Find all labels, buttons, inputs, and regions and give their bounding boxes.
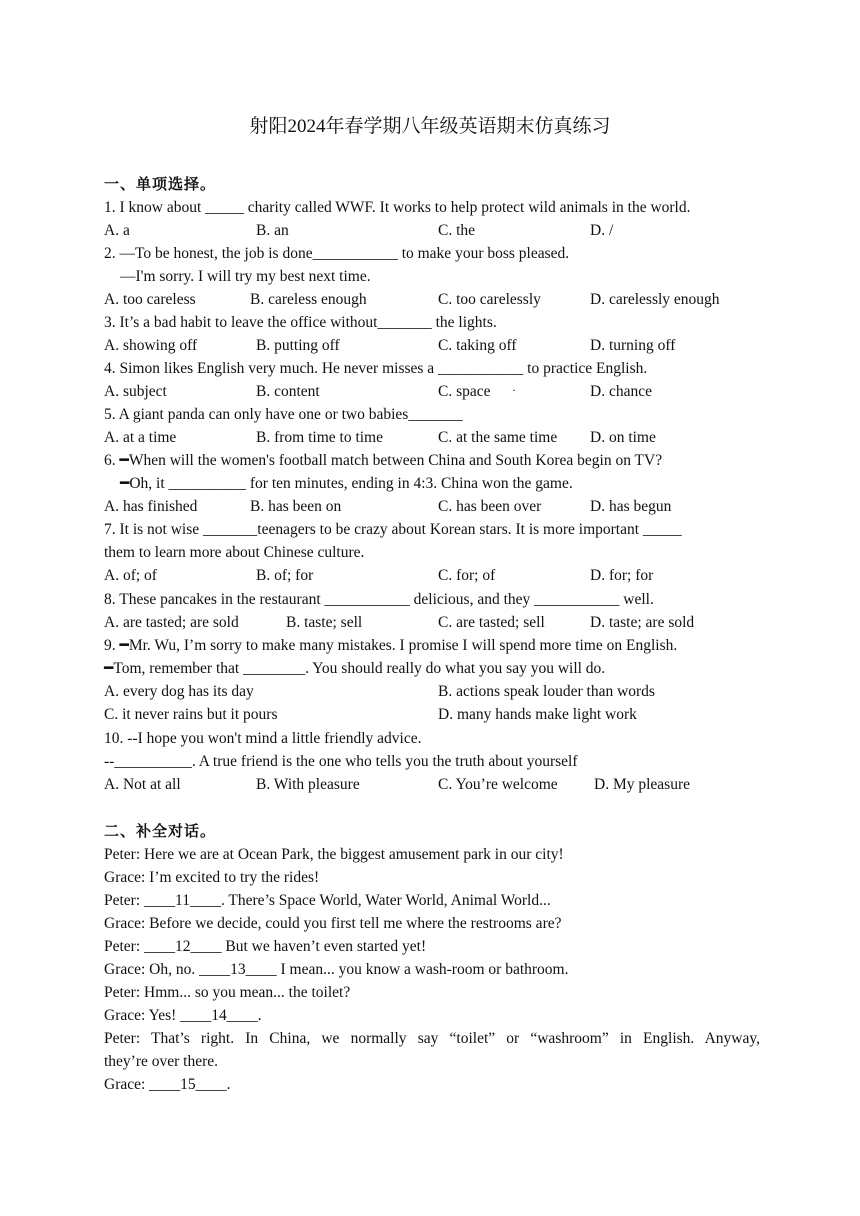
question-6-stem: 6. ━When will the women's football match between China and South Korea begin on TV?: [104, 452, 663, 469]
option-d: D. turning off: [590, 337, 676, 354]
stray-mark: ·: [512, 383, 516, 397]
option-d: D. has begun: [590, 498, 672, 515]
option-a: A. at a time: [104, 429, 177, 446]
question-3-options: [104, 334, 760, 357]
question-10-stem: 10. --I hope you won't mind a little friendly advice.: [104, 730, 422, 747]
option-c: C. taking off: [438, 337, 517, 354]
option-d: D. chance: [590, 383, 652, 400]
option-d: D. carelessly enough: [590, 291, 720, 308]
option-a: A. showing off: [104, 337, 198, 354]
dialogue-line: Grace: ____15____.: [104, 1076, 231, 1093]
question-10-reply: --__________. A true friend is the one who tells you the truth about yourself: [104, 753, 578, 770]
dialogue-line-continued: they’re over there.: [104, 1053, 219, 1070]
question-2-stem: 2. —To be honest, the job is done___________ to make your boss pleased.: [104, 245, 570, 262]
section-heading-single-choice: 一、单项选择。: [104, 175, 217, 193]
option-d: D. on time: [590, 429, 656, 446]
option-d: D. taste; are sold: [590, 614, 695, 631]
option-b: B. actions speak louder than words: [438, 683, 655, 700]
option-c: C. are tasted; sell: [438, 614, 545, 631]
dialogue-line: Peter: ____12____ But we haven’t even started yet!: [104, 938, 427, 955]
question-9-stem: 9. ━Mr. Wu, I’m sorry to make many mistakes. I promise I will spend more time on English.: [104, 637, 678, 654]
dialogue-line: Grace: Before we decide, could you first tell me where the restrooms are?: [104, 915, 562, 932]
dialogue-line: Grace: I’m excited to try the rides!: [104, 869, 320, 886]
option-c: C. the: [438, 222, 476, 239]
dialogue-line: Grace: Oh, no. ____13____ I mean... you know a wash-room or bathroom.: [104, 961, 569, 978]
option-c: C. for; of: [438, 567, 496, 584]
option-c: C. space: [438, 383, 491, 400]
option-a: A. of; of: [104, 567, 157, 584]
option-b: B. taste; sell: [286, 614, 363, 631]
option-a: A. Not at all: [104, 776, 181, 793]
question-5-stem: 5. A giant panda can only have one or two babies_______: [104, 406, 463, 423]
option-b: B. from time to time: [256, 429, 383, 446]
option-c: C. too carelessly: [438, 291, 541, 308]
question-8-stem: 8. These pancakes in the restaurant ___________ delicious, and they ___________ well.: [104, 591, 654, 608]
option-a: A. are tasted; are sold: [104, 614, 239, 631]
question-9-options-row-1: [104, 680, 760, 703]
option-a: A. too careless: [104, 291, 196, 308]
option-b: B. has been on: [250, 498, 342, 515]
option-b: B. putting off: [256, 337, 340, 354]
section-heading-dialogue: 二、补全对话。: [104, 822, 217, 840]
dialogue-line: Peter: ____11____. There’s Space World, Water World, Animal World...: [104, 892, 551, 909]
question-9-options-row-2: [104, 703, 760, 726]
question-8-options: [104, 611, 760, 634]
question-9-reply: ━Tom, remember that ________. You should really do what you say you will do.: [104, 660, 606, 677]
question-7-stem: 7. It is not wise _______teenagers to be crazy about Korean stars. It is more important _____: [104, 521, 682, 538]
question-6-options: [104, 495, 760, 518]
option-b: B. of; for: [256, 567, 314, 584]
option-b: B. an: [256, 222, 289, 239]
question-7-stem-continued: them to learn more about Chinese culture.: [104, 544, 365, 561]
option-b: B. content: [256, 383, 320, 400]
question-4-options: [104, 380, 760, 403]
option-d: D. many hands make light work: [438, 706, 637, 723]
option-a: A. a: [104, 222, 130, 239]
dialogue-line: Grace: Yes! ____14____.: [104, 1007, 262, 1024]
option-d: D. My pleasure: [594, 776, 690, 793]
option-c: C. it never rains but it pours: [104, 706, 278, 723]
option-a: A. has finished: [104, 498, 198, 515]
option-c: C. You’re welcome: [438, 776, 558, 793]
question-7-options: [104, 564, 760, 587]
question-10-options: [104, 773, 760, 796]
question-5-options: [104, 426, 760, 449]
question-1-stem: 1. I know about _____ charity called WWF. It works to help protect wild animals in the world.: [104, 199, 691, 216]
option-d: D. /: [590, 222, 614, 239]
option-b: B. With pleasure: [256, 776, 360, 793]
dialogue-line: Peter: Hmm... so you mean... the toilet?: [104, 984, 351, 1001]
page-title: 射阳2024年春学期八年级英语期末仿真练习: [249, 116, 611, 137]
question-1-options: [104, 219, 760, 242]
question-6-reply: ━Oh, it __________ for ten minutes, ending in 4:3. China won the game.: [120, 475, 573, 492]
question-2-reply: —I'm sorry. I will try my best next time.: [120, 268, 371, 285]
option-d: D. for; for: [590, 567, 654, 584]
question-2-options: [104, 288, 760, 311]
question-3-stem: 3. It’s a bad habit to leave the office without_______ the lights.: [104, 314, 497, 331]
option-a: A. subject: [104, 383, 167, 400]
dialogue-line: Peter: That’s right. In China, we normally say “toilet” or “washroom” in English. Anyway,: [104, 1030, 760, 1047]
option-a: A. every dog has its day: [104, 683, 254, 700]
option-b: B. careless enough: [250, 291, 367, 308]
option-c: C. has been over: [438, 498, 542, 515]
dialogue-line: Peter: Here we are at Ocean Park, the biggest amusement park in our city!: [104, 846, 564, 863]
option-c: C. at the same time: [438, 429, 558, 446]
question-4-stem: 4. Simon likes English very much. He never misses a ___________ to practice English.: [104, 360, 648, 377]
